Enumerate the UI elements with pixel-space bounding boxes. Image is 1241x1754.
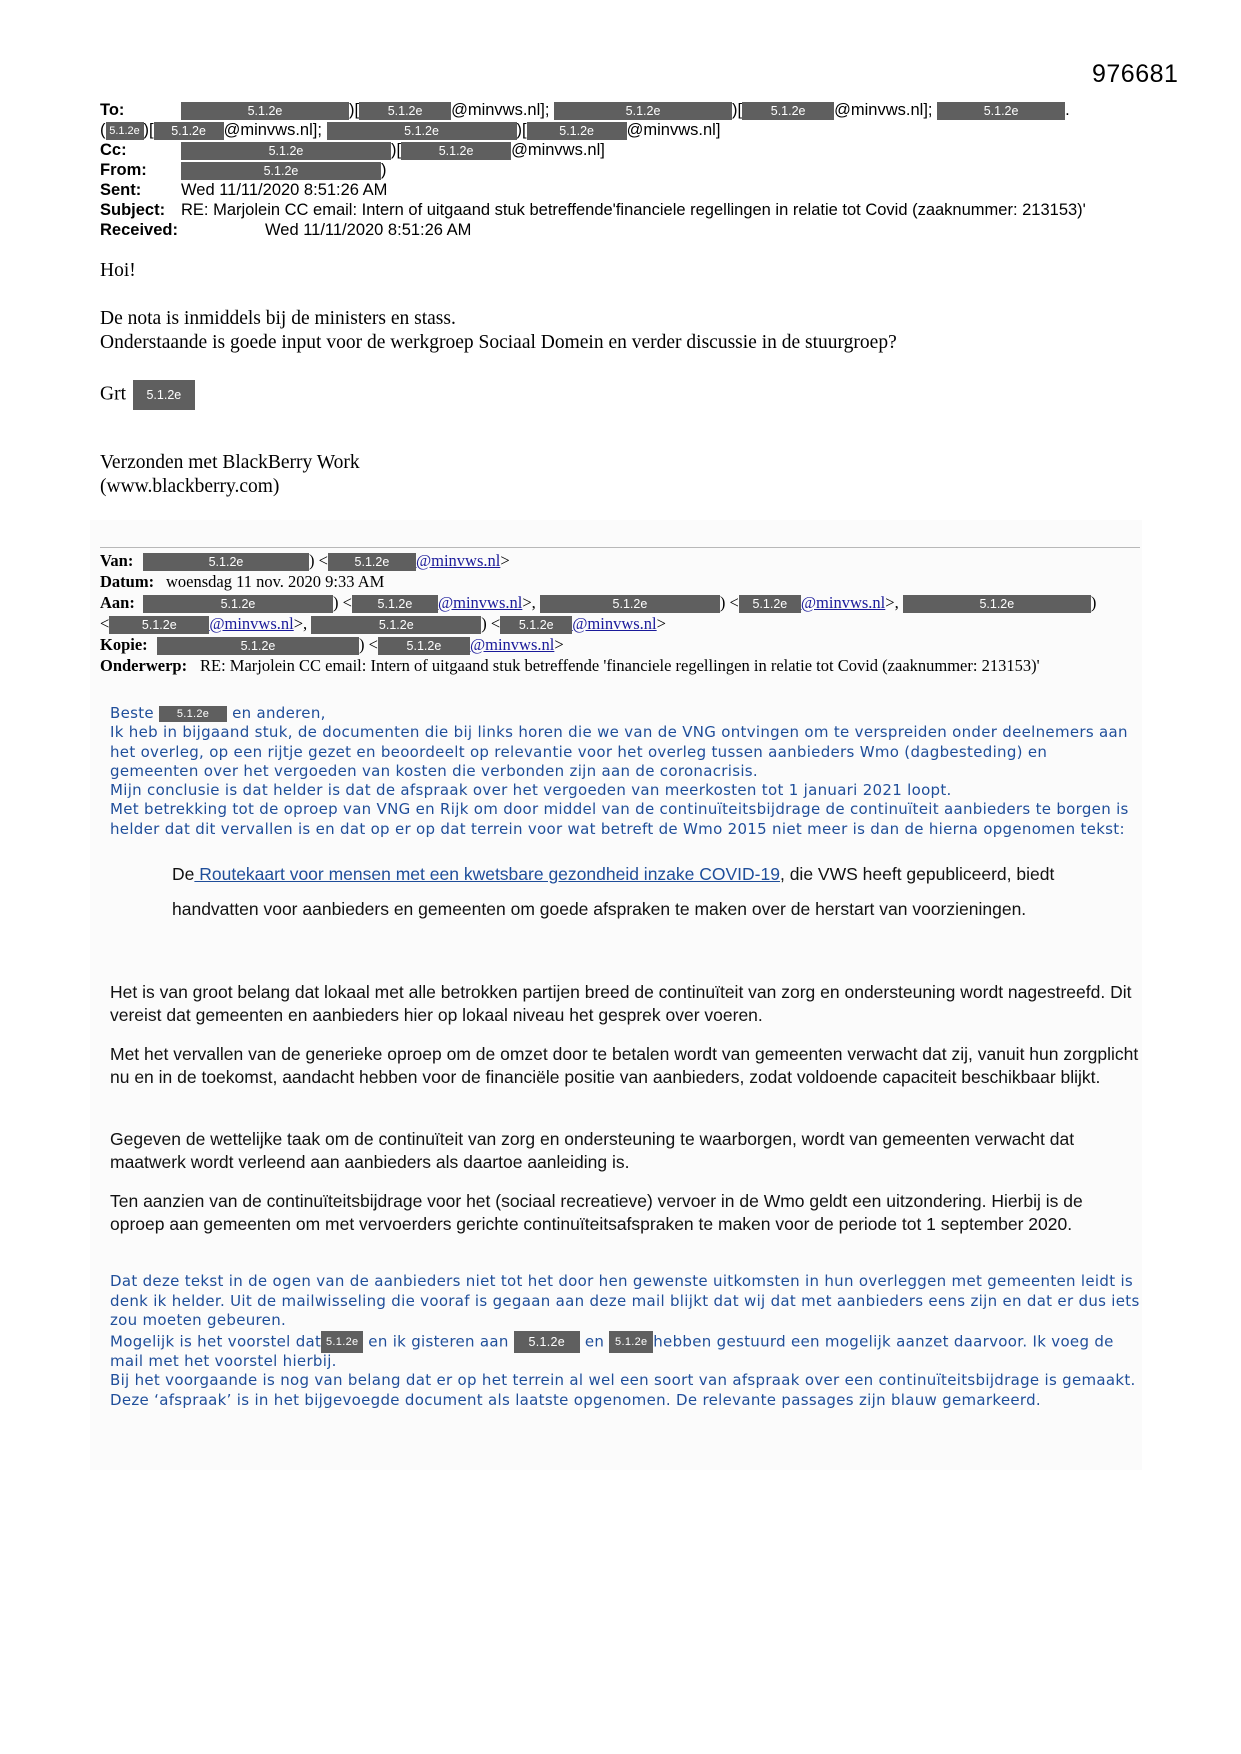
aan-row-2: < 5.1.2e @minvws.nl>, 5.1.2e ) < 5.1.2e @minvws.nl>	[100, 614, 666, 633]
email-header	[100, 100, 1150, 240]
subject-label: Subject:	[100, 201, 166, 219]
from-label: From:	[100, 161, 147, 179]
received-value: Wed 11/11/2020 8:51:26 AM	[265, 221, 472, 239]
subject-row	[100, 200, 1150, 220]
closing-paragraph-3: Bij het voorgaande is nog van belang dat er op het terrein al wel een soort van afspraak over een continuïteitsbijdrage is gemaakt. Deze ‘afspraak’ is in het bijgevoegde document als laatste opgenomen. De relevante passages zijn blauw gemarkeerd.	[110, 1371, 1136, 1409]
redaction: 5.1.2e	[540, 595, 720, 613]
routekaart-link[interactable]: Routekaart voor mensen met een kwetsbare gezondheid inzake COVID-19	[194, 864, 780, 884]
email-link[interactable]: @minvws.nl	[209, 614, 294, 633]
body-paragraph-1: Ik heb in bijgaand stuk, de documenten die bij links horen die we van de VNG ontvingen om te verspreiden onder deelnemers aan het overleg, op een rijtje gezet en beoordeelt op relevantie voor het overleg tussen aanbieders Wmo (dagbesteding) en gemeenten over het vergoeden van kosten die verbonden zijn aan de coronacrisis.	[110, 723, 1128, 780]
quoted-paragraph-1: Het is van groot belang dat lokaal met alle betrokken partijen breed de continuïteit van zorg en ondersteuning wordt nagestreefd. Dit vereist dat gemeenten en aanbieders hier op lokaal niveau het gesprek over voeren.	[110, 982, 1132, 1025]
quoted-paragraph-2: Met het vervallen van de generieke oproep om de omzet door te betalen wordt van gemeenten verwacht dat zij, vanuit hun zorgplicht nu en in de toekomst, aandacht hebben voor de financiële positie van aanbieders, zodat voldoende capaciteit beschikbaar blijkt.	[110, 1044, 1139, 1087]
forwarded-header	[100, 550, 1140, 676]
sent-value: Wed 11/11/2020 8:51:26 AM	[181, 181, 388, 199]
onderwerp-value: RE: Marjolein CC email: Intern of uitgaand stuk betreffende 'financiele regellingen in relatie tot Covid (zaaknummer: 213153)'	[200, 656, 1040, 675]
redaction: 5.1.2e	[154, 122, 224, 140]
kopie-label: Kopie:	[100, 635, 148, 654]
redaction: 5.1.2e	[903, 595, 1091, 613]
redaction: 5.1.2e	[742, 102, 834, 120]
redaction: 5.1.2e	[609, 1331, 653, 1353]
redaction: 5.1.2e	[401, 142, 511, 160]
closing-paragraph-1: Dat deze tekst in de ogen van de aanbieders niet tot het door hen gewenste uitkomsten in hun overleggen met gemeenten leidt is denk ik helder. Uit de mailwisseling die vooraf is gegaan aan deze mail blijkt dat wij dat met aanbieders eens zijn en dat er dus iets zou moeten gebeuren.	[110, 1272, 1140, 1329]
datum-row	[100, 571, 1140, 592]
signoff	[100, 380, 195, 410]
sent-label: Sent:	[100, 181, 142, 199]
redaction: 5.1.2e	[321, 1331, 363, 1353]
received-label: Received:	[100, 221, 178, 239]
redaction: 5.1.2e	[181, 102, 349, 120]
redaction: 5.1.2e	[106, 122, 144, 140]
divider	[100, 547, 1140, 548]
redaction: 5.1.2e	[359, 102, 451, 120]
to-row-2: ( 5.1.2e )[ 5.1.2e @minvws.nl]; 5.1.2e )[ 5.1.2e @minvws.nl]	[100, 121, 721, 139]
redaction: 5.1.2e	[109, 616, 209, 634]
email-domain: @minvws.nl];	[834, 101, 933, 119]
redaction: 5.1.2e	[311, 616, 481, 634]
signoff-text: Grt	[100, 383, 126, 405]
email-link[interactable]: @minvws.nl	[572, 614, 657, 633]
aan-row: Aan: 5.1.2e ) < 5.1.2e @minvws.nl>, 5.1.2e ) < 5.1.2e @minvws.nl>, 5.1.2e )	[100, 593, 1097, 612]
redaction: 5.1.2e	[133, 380, 195, 410]
redaction: 5.1.2e	[500, 616, 572, 634]
redaction: 5.1.2e	[327, 122, 517, 140]
email-link[interactable]: @minvws.nl	[800, 593, 886, 612]
email-link[interactable]: @minvws.nl	[415, 551, 501, 570]
quoted-paragraph-3: Gegeven de wettelijke taak om de continuïteit van zorg en ondersteuning te waarborgen, wordt van gemeenten verwacht dat maatwerk wordt verleend aan aanbieders als daartoe aanleiding is.	[110, 1129, 1075, 1172]
quoted-paragraph-4: Ten aanzien van de continuïteitsbijdrage voor het (sociaal recreatieve) vervoer in de Wmo geldt een uitzondering. Hierbij is de oproep aan gemeenten om met vervoerders gerichte continuïteitsafspraken te maken voor de periode tot 1 september 2020.	[110, 1191, 1083, 1234]
subject-value: RE: Marjolein CC email: Intern of uitgaand stuk betreffende'financiele regellingen in relatie tot Covid (zaaknummer: 213153)'	[181, 201, 1086, 219]
redaction: 5.1.2e	[739, 595, 801, 613]
redaction: 5.1.2e	[181, 162, 381, 180]
message-line-2: Onderstaande is goede input voor de werkgroep Sociaal Domein en verder discussie in de stuurgroep?	[100, 332, 897, 353]
email-link[interactable]: @minvws.nl	[469, 635, 555, 654]
kopie-row: Kopie: 5.1.2e ) < 5.1.2e @minvws.nl>	[100, 635, 564, 654]
beste-line: Beste 5.1.2e en anderen,	[110, 704, 326, 722]
email-link[interactable]: @minvws.nl	[437, 593, 523, 612]
closing-paragraph-2: Mogelijk is het voorstel dat 5.1.2e en ik gisteren aan 5.1.2e en 5.1.2e hebben gestuurd een mogelijk aanzet daarvoor. Ik voeg de	[110, 1331, 1140, 1353]
redaction: 5.1.2e	[159, 706, 227, 722]
redaction: 5.1.2e	[514, 1331, 580, 1353]
redaction: 5.1.2e	[157, 637, 359, 655]
van-row: Van: 5.1.2e ) < 5.1.2e @minvws.nl>	[100, 551, 510, 570]
sent-row	[100, 180, 1150, 200]
email-domain: @minvws.nl];	[451, 101, 550, 119]
blackberry-footer: Verzonden met BlackBerry Work	[100, 452, 360, 473]
onderwerp-row	[100, 655, 1140, 676]
body-paragraph-2: Mijn conclusie is dat helder is dat de afspraak over het vergoeden van meerkosten tot 1 januari 2021 loopt.	[110, 781, 952, 799]
from-row: From: 5.1.2e )	[100, 161, 387, 179]
datum-label: Datum:	[100, 572, 155, 591]
document-number: 976681	[1092, 60, 1179, 88]
van-label: Van:	[100, 551, 134, 570]
to-label: To:	[100, 101, 125, 119]
redaction: 5.1.2e	[143, 595, 333, 613]
redaction: 5.1.2e	[143, 553, 309, 571]
cc-row: Cc: 5.1.2e )[ 5.1.2e @minvws.nl]	[100, 141, 605, 159]
onderwerp-label: Onderwerp:	[100, 656, 188, 675]
received-row	[100, 220, 1150, 240]
redaction: 5.1.2e	[554, 102, 732, 120]
blackberry-url: (www.blackberry.com)	[100, 476, 280, 497]
redaction: 5.1.2e	[937, 102, 1065, 120]
redaction: 5.1.2e	[328, 553, 416, 571]
redaction: 5.1.2e	[527, 122, 627, 140]
email-domain: @minvws.nl];	[223, 121, 322, 139]
greeting: Hoi!	[100, 260, 136, 281]
message-line-1: De nota is inmiddels bij de ministers en stass.	[100, 308, 456, 329]
redaction: 5.1.2e	[352, 595, 438, 613]
redaction: 5.1.2e	[181, 142, 391, 160]
closing-paragraph-2-cont: mail met het voorstel hierbij.	[110, 1352, 337, 1370]
email-domain: @minvws.nl]	[511, 141, 605, 159]
cc-label: Cc:	[100, 141, 127, 159]
body-paragraph-3: Met betrekking tot de oproep van VNG en Rijk om door middel van de continuïteitsbijdrage de continuïteit aanbieders te borgen is helder dat dit vervallen is en dat op er op dat terrein voor wat betreft de Wmo 2015 niet meer is dan de hierna opgenomen tekst:	[110, 800, 1129, 838]
aan-label: Aan:	[100, 593, 135, 612]
email-domain: @minvws.nl]	[626, 121, 721, 139]
redaction: 5.1.2e	[378, 637, 470, 655]
to-row: To: 5.1.2e )[ 5.1.2e @minvws.nl]; 5.1.2e )[ 5.1.2e @minvws.nl]; 5.1.2e .	[100, 101, 1070, 119]
quoted-routekaart: De Routekaart voor mensen met een kwetsbare gezondheid inzake COVID-19, die VWS heeft gepubliceerd, biedt handvatten voor aanbieders en gemeenten om goede afspraken te maken over de herstart van voorzieningen.	[172, 864, 1055, 919]
datum-value: woensdag 11 nov. 2020 9:33 AM	[166, 572, 385, 591]
